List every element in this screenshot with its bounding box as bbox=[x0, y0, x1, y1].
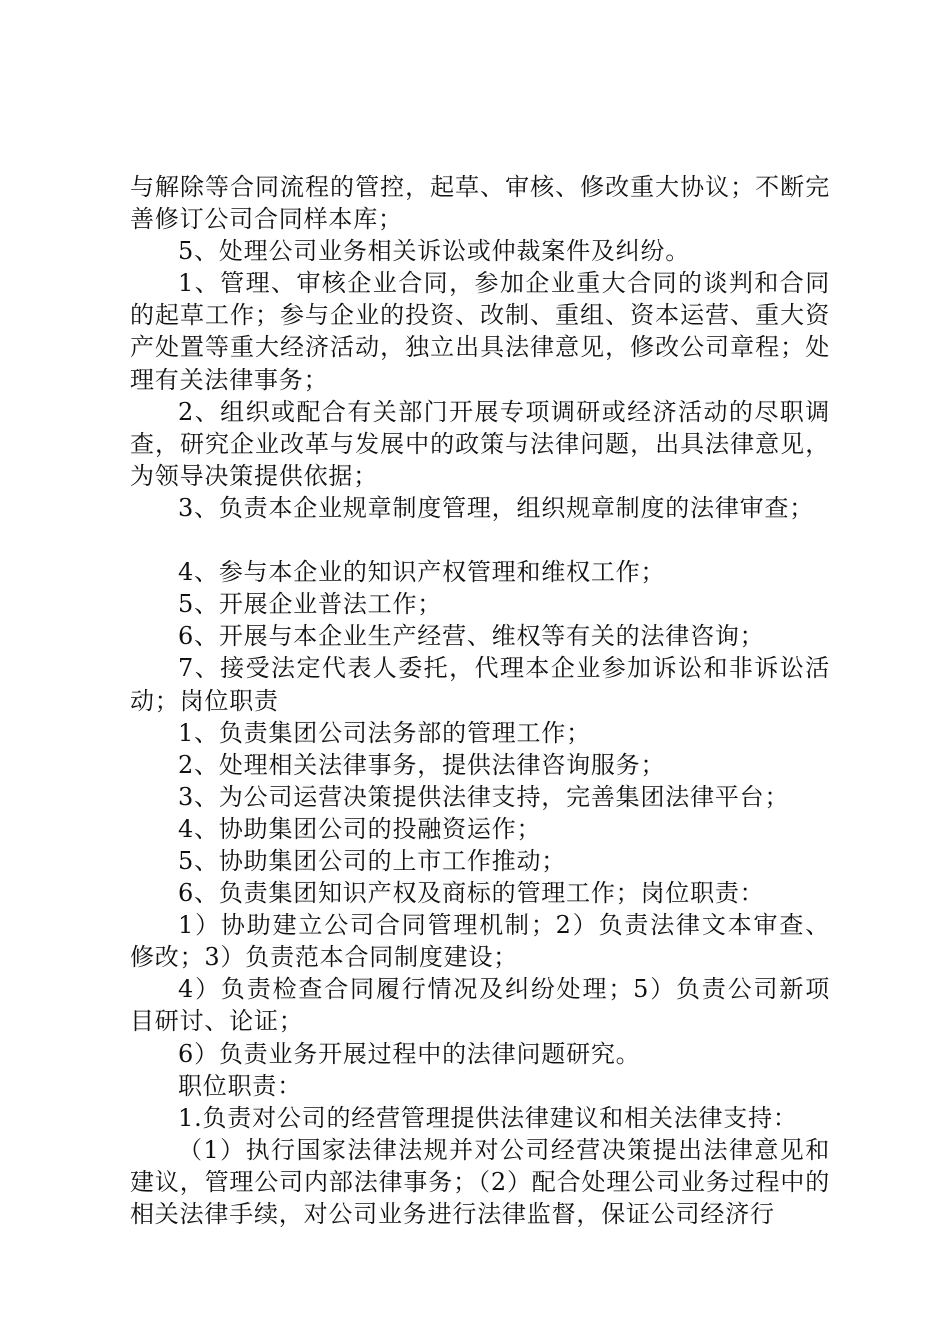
paragraph: 1、管理、审核企业合同，参加企业重大合同的谈判和合同的起草工作；参与企业的投资、改制、重组、资本运营、重大资产处置等重大经济活动，独立出具法律意见，修改公司章程；处理有关法律事务； bbox=[130, 269, 830, 394]
paragraph: 6、开展与本企业生产经营、维权等有关的法律咨询； bbox=[178, 622, 765, 651]
paragraph: 1、负责集团公司法务部的管理工作； bbox=[178, 718, 591, 747]
paragraph: 1.负责对公司的经营管理提供法律建议和相关法律支持： bbox=[178, 1103, 798, 1132]
paragraph: 5、协助集团公司的上市工作推动； bbox=[178, 846, 567, 875]
paragraph-continuation: 与解除等合同流程的管控，起草、审核、修改重大协议；不断完善修订公司合同样本库； bbox=[130, 173, 830, 234]
paragraph: （1）执行国家法律法规并对公司经营决策提出法律意见和建议，管理公司内部法律事务；（2）配合处理公司业务过程中的相关法律手续，对公司业务进行法律监督，保证公司经济行 bbox=[130, 1135, 830, 1228]
paragraph: 3、为公司运营决策提供法律支持，完善集团法律平台； bbox=[178, 782, 790, 811]
paragraph: 4、参与本企业的知识产权管理和维权工作； bbox=[178, 558, 666, 587]
blank-line bbox=[130, 524, 830, 556]
paragraph: 3、负责本企业规章制度管理，组织规章制度的法律审查； bbox=[178, 493, 815, 522]
paragraph: 2、处理相关法律事务，提供法律咨询服务； bbox=[178, 750, 666, 779]
paragraph: 7、接受法定代表人委托，代理本企业参加诉讼和非诉讼活动；岗位职责 bbox=[130, 654, 830, 715]
paragraph: 1）协助建立公司合同管理机制；2）负责法律文本审查、修改；3）负责范本合同制度建设； bbox=[130, 911, 830, 972]
paragraph: 5、开展企业普法工作； bbox=[178, 590, 443, 619]
paragraph: 2、组织或配合有关部门开展专项调研或经济活动的尽职调查，研究企业改革与发展中的政策与法律问题，出具法律意见，为领导决策提供依据； bbox=[130, 397, 830, 490]
paragraph: 4、协助集团公司的投融资运作； bbox=[178, 814, 542, 843]
paragraph: 职位职责： bbox=[178, 1071, 302, 1100]
paragraph: 5、处理公司业务相关诉讼或仲裁案件及纠纷。 bbox=[178, 237, 691, 266]
paragraph: 4）负责检查合同履行情况及纠纷处理；5）负责公司新项目研讨、论证； bbox=[130, 975, 830, 1036]
paragraph: 6、负责集团知识产权及商标的管理工作；岗位职责： bbox=[178, 879, 765, 908]
document-body bbox=[130, 171, 830, 1230]
paragraph: 6）负责业务开展过程中的法律问题研究。 bbox=[178, 1039, 641, 1068]
